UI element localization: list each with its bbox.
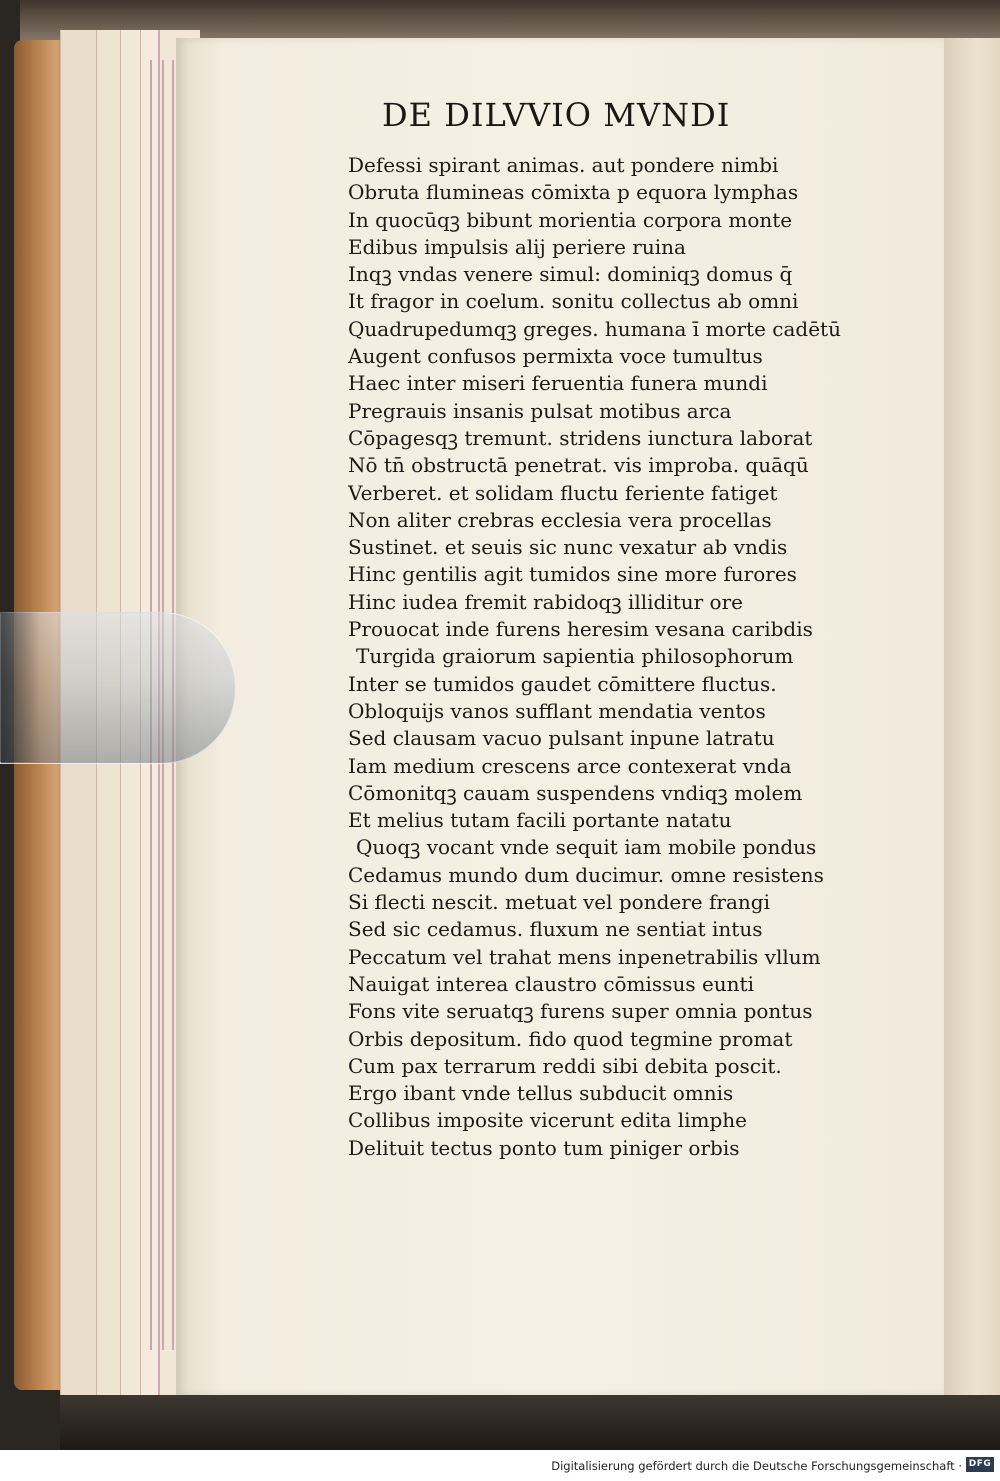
- text-line: Cōmonitqꝫ cauam suspendens vndiqꝫ molem: [348, 780, 803, 805]
- text-line: It fragor in coelum. sonitu collectus ab omni: [348, 289, 799, 314]
- text-line: Et melius tutam facili portante natatu: [348, 808, 732, 833]
- text-line: Quadrupedumqꝫ greges. humana ī morte cadētū: [348, 316, 841, 341]
- text-line: Cum pax terrarum reddi sibi debita poscit.: [348, 1053, 782, 1078]
- text-line: Sed clausam vacuo pulsant inpune latratu: [348, 726, 775, 751]
- text-line: Delituit tectus ponto tum piniger orbis: [348, 1135, 740, 1160]
- text-line: Obruta flumineas cōmixta p equora lymphas: [348, 180, 799, 205]
- text-line: Sustinet. et seuis sic nunc vexatur ab vndis: [348, 535, 788, 560]
- text-line: Turgida graiorum sapientia philosophorum: [356, 644, 794, 669]
- text-line: Peccatum vel trahat mens inpenetrabilis vllum: [348, 944, 821, 969]
- opposite-page: [940, 38, 1000, 1398]
- text-line: Ergo ibant vnde tellus subducit omnis: [348, 1081, 734, 1106]
- text-line: Nauigat interea claustro cōmissus eunti: [348, 971, 754, 996]
- text-line: Inqꝫ vndas venere simul: dominiqꝫ domus q̄: [348, 262, 793, 287]
- funding-credit: Digitalisierung gefördert durch die Deutsche Forschungsgemeinschaft ·: [551, 1459, 962, 1473]
- text-line: Cōpagesqꝫ tremunt. stridens iunctura laborat: [348, 425, 813, 450]
- text-line: Prouocat inde furens heresim vesana caribdis: [348, 617, 813, 642]
- text-line: Fons vite seruatqꝫ furens super omnia pontus: [348, 999, 813, 1024]
- clip-shadow: [0, 612, 40, 762]
- text-line: Inter se tumidos gaudet cōmittere fluctus.: [348, 671, 777, 696]
- bottom-shadow: [60, 1395, 1000, 1450]
- text-line: Pregrauis insanis pulsat motibus arca: [348, 398, 732, 423]
- text-line: Collibus imposite vicerunt edita limphe: [348, 1108, 748, 1133]
- text-line: Hinc iudea fremit rabidoqꝫ illiditur ore: [348, 589, 743, 614]
- poem-text: [348, 152, 908, 1162]
- text-line: Non aliter crebras ecclesia vera procellas: [348, 507, 772, 532]
- text-line: Orbis depositum. fido quod tegmine promat: [348, 1026, 793, 1051]
- text-line: Augent confusos permixta voce tumultus: [348, 344, 763, 369]
- text-line: Sed sic cedamus. fluxum ne sentiat intus: [348, 917, 763, 942]
- text-line: Nō tn̄ obstructā penetrat. vis improba. quāqū: [348, 453, 809, 478]
- dfg-logo: DFG: [966, 1457, 994, 1472]
- text-line: Defessi spirant animas. aut pondere nimbi: [348, 153, 779, 177]
- text-line: Verberet. et solidam fluctu feriente fatiget: [348, 480, 778, 505]
- page-title: DE DILVVIO MVNDI: [382, 96, 731, 134]
- text-line: In quocūqꝫ bibunt morientia corpora monte: [348, 207, 793, 232]
- text-line: Obloquijs vanos sufflant mendatia ventos: [348, 698, 766, 723]
- text-line: Edibus impulsis alij periere ruina: [348, 234, 686, 259]
- text-line: Iam medium crescens arce contexerat vnda: [348, 753, 792, 778]
- text-line: Cedamus mundo dum ducimur. omne resistens: [348, 862, 824, 887]
- text-line: Hinc gentilis agit tumidos sine more furores: [348, 562, 797, 587]
- text-line: Haec inter miseri feruentia funera mundi: [348, 371, 768, 396]
- text-line: Quoqꝫ vocant vnde sequit iam mobile pondus: [356, 835, 817, 860]
- footer-bar: [0, 1450, 1000, 1481]
- text-line: Si flecti nescit. metuat vel pondere frangi: [348, 890, 770, 915]
